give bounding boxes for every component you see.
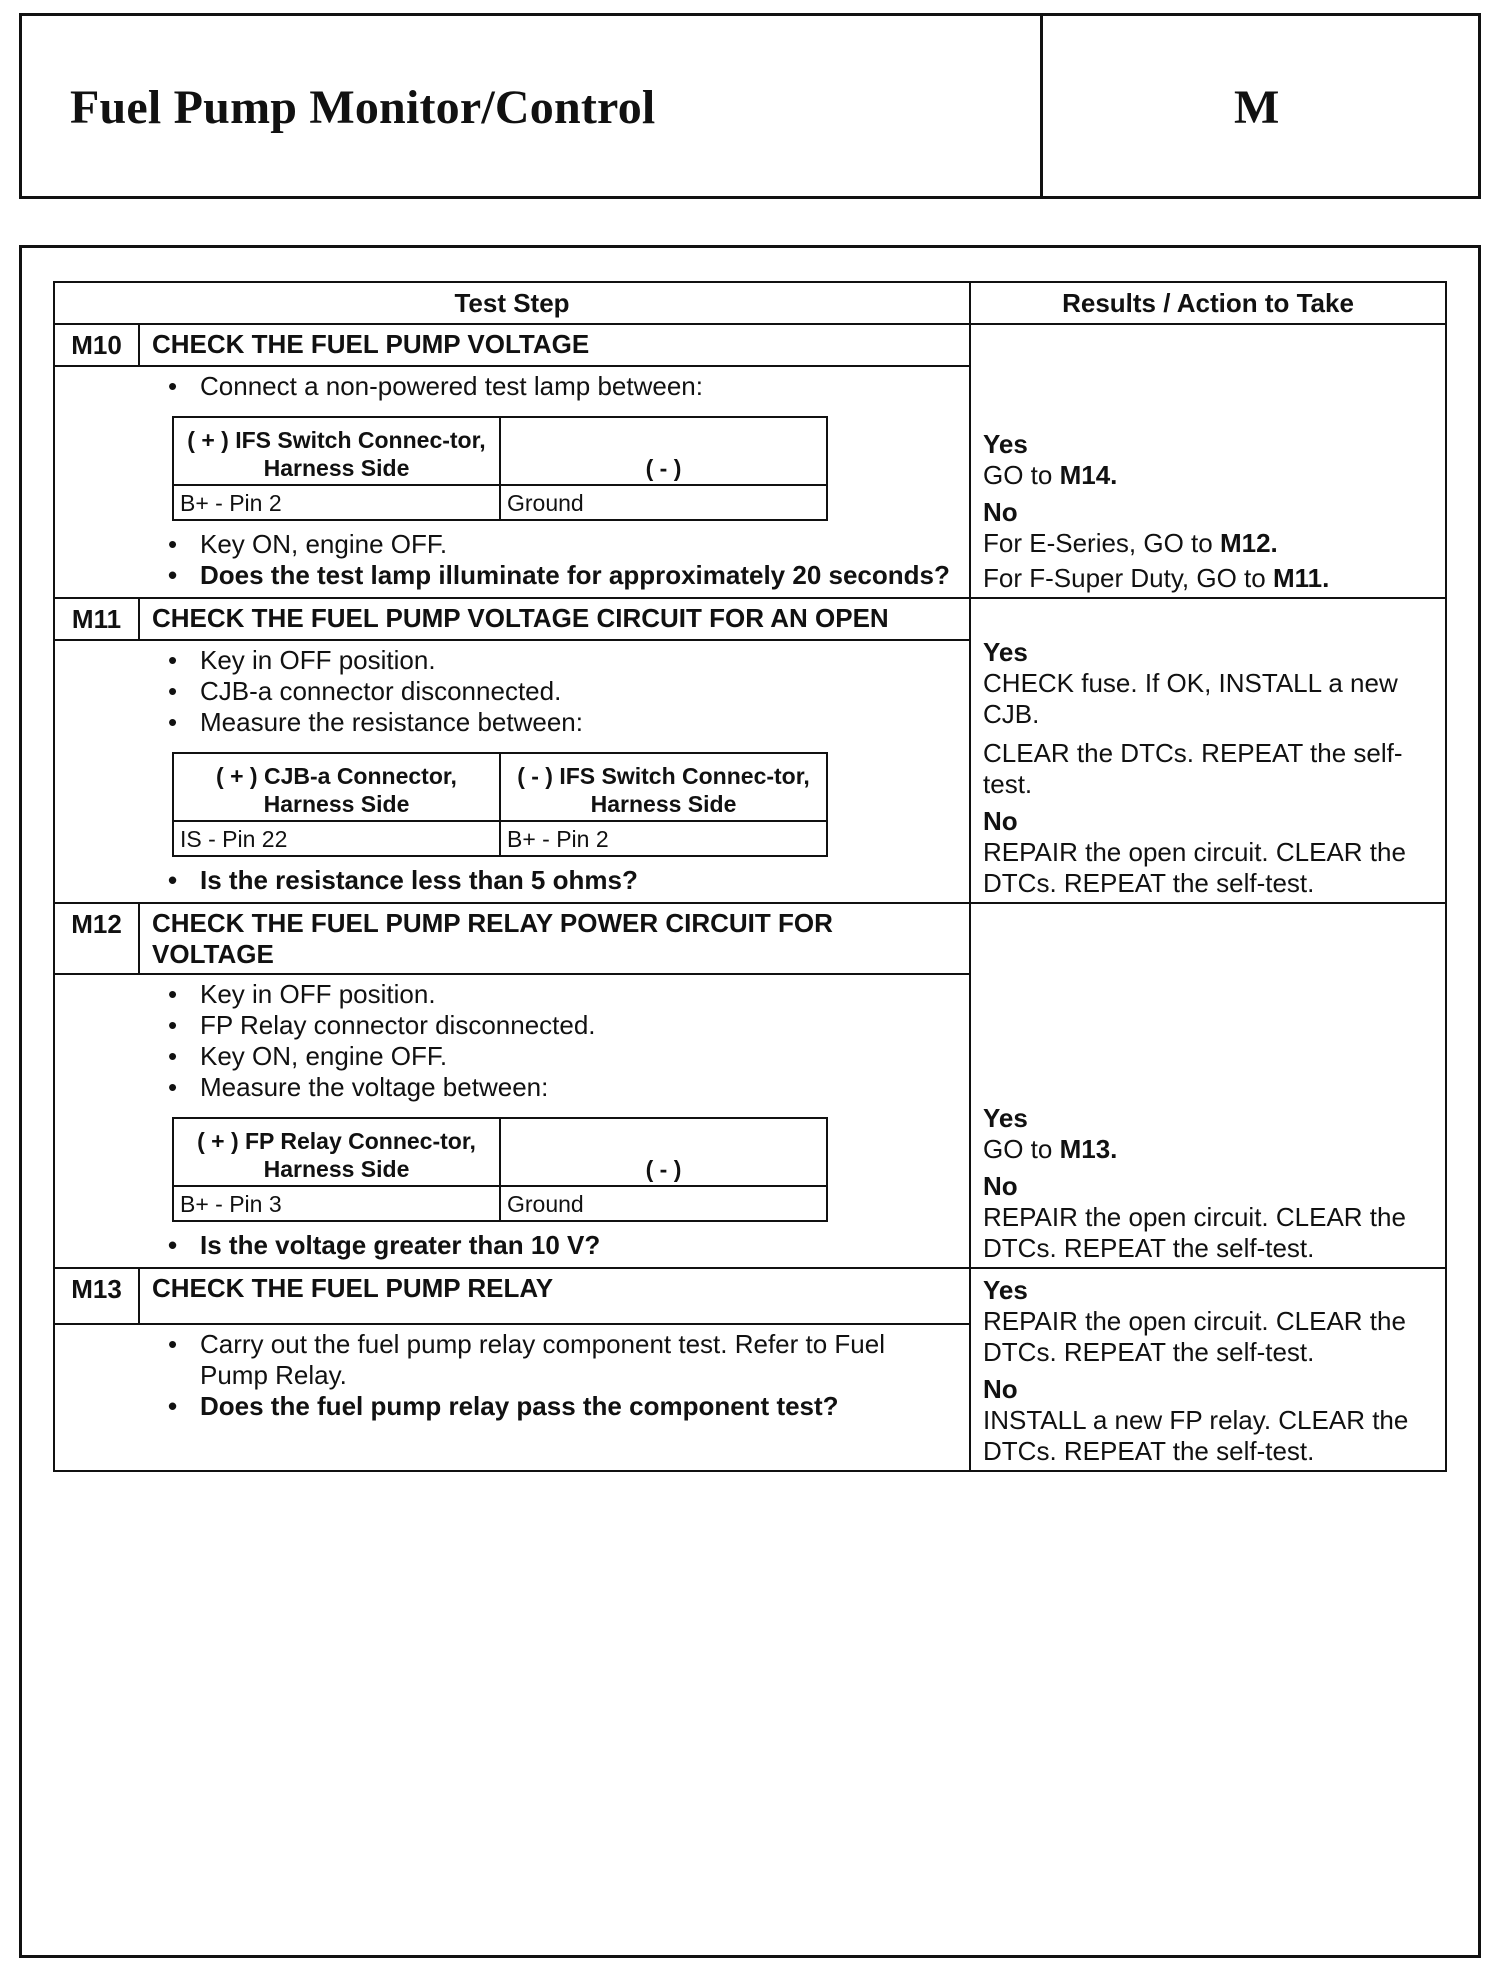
pin-table-header: ( + ) IFS Switch Connec-tor, Harness Side [173,417,500,485]
result-no-text: For F-Super Duty, GO to M11. [983,563,1330,593]
result-no-text: For E-Series, GO to M12. [983,528,1278,558]
pin-table-cell: Ground [500,1186,827,1221]
result-yes-text: CLEAR the DTCs. REPEAT the self-test. [983,738,1403,799]
section-letter: M [1234,81,1280,134]
step-title-row [54,1268,1446,1324]
pin-table-header: ( + ) CJB-a Connector, Harness Side [173,753,500,821]
result-yes-text: GO to M13. [983,1134,1118,1164]
pin-table [172,752,828,857]
step-question: • Does the fuel pump relay pass the component test? [152,1391,959,1422]
result-yes-label: Yes [983,429,1028,459]
step-id: M12 [54,903,139,974]
step-instruction: • Key in OFF position. [152,979,959,1010]
result-yes-text: CHECK fuse. If OK, INSTALL a new CJB. [983,668,1398,729]
pin-table-cell: B+ - Pin 2 [173,485,500,520]
pin-table-header: ( - ) [500,417,827,485]
step-body [54,640,970,903]
test-step-table [53,281,1447,1472]
step-instruction: • Key in OFF position. [152,645,959,676]
step-body [54,974,970,1268]
step-instruction: • FP Relay connector disconnected. [152,1010,959,1041]
result-no-label: No [983,1374,1018,1404]
step-instruction: • Key ON, engine OFF. [152,529,959,560]
result-yes-text: REPAIR the open circuit. CLEAR the DTCs. REPEAT the self-test. [983,1306,1406,1367]
step-instruction: • CJB-a connector disconnected. [152,676,959,707]
result-yes-label: Yes [983,637,1028,667]
step-body [54,366,970,598]
step-title: CHECK THE FUEL PUMP VOLTAGE CIRCUIT FOR AN OPEN [139,598,970,640]
result-yes-label: Yes [983,1103,1028,1133]
step-id: M13 [54,1268,139,1324]
step-results [970,324,1446,598]
step-instruction: • Connect a non-powered test lamp between: [152,371,959,402]
pin-table-cell: Ground [500,485,827,520]
step-instruction: • Carry out the fuel pump relay component test. Refer to Fuel Pump Relay. [152,1329,959,1391]
step-title-row [54,903,1446,974]
step-title-row [54,598,1446,640]
step-id: M10 [54,324,139,366]
step-body [54,1324,970,1471]
pin-table-cell: IS - Pin 22 [173,821,500,856]
pin-table-header: ( - ) [500,1118,827,1186]
step-instruction: • Key ON, engine OFF. [152,1041,959,1072]
table-header-row [54,282,1446,324]
result-no-label: No [983,806,1018,836]
pin-table [172,416,828,521]
pin-table [172,1117,828,1222]
step-question: • Is the resistance less than 5 ohms? [152,865,959,896]
step-instruction: • Measure the voltage between: [152,1072,959,1103]
pin-table-cell: B+ - Pin 3 [173,1186,500,1221]
header-divider [1040,13,1043,199]
result-no-text: REPAIR the open circuit. CLEAR the DTCs. REPEAT the self-test. [983,837,1406,898]
step-question: • Does the test lamp illuminate for approximately 20 seconds? [152,560,959,591]
result-no-label: No [983,1171,1018,1201]
result-yes-text: GO to M14. [983,460,1118,490]
step-results [970,598,1446,903]
col-header-results: Results / Action to Take [970,282,1446,324]
step-results [970,1268,1446,1471]
page-title: Fuel Pump Monitor/Control [70,81,656,134]
step-title: CHECK THE FUEL PUMP RELAY POWER CIRCUIT FOR VOLTAGE [139,903,970,974]
col-header-test-step: Test Step [54,282,970,324]
result-no-label: No [983,497,1018,527]
pin-table-header: ( + ) FP Relay Connec-tor, Harness Side [173,1118,500,1186]
result-no-text: INSTALL a new FP relay. CLEAR the DTCs. REPEAT the self-test. [983,1405,1409,1466]
step-title: CHECK THE FUEL PUMP RELAY [139,1268,970,1324]
pin-table-cell: B+ - Pin 2 [500,821,827,856]
step-question: • Is the voltage greater than 10 V? [152,1230,959,1261]
result-no-text: REPAIR the open circuit. CLEAR the DTCs. REPEAT the self-test. [983,1202,1406,1263]
step-id: M11 [54,598,139,640]
pin-table-header: ( - ) IFS Switch Connec-tor, Harness Side [500,753,827,821]
step-results [970,903,1446,1268]
step-title: CHECK THE FUEL PUMP VOLTAGE [139,324,970,366]
step-instruction: • Measure the resistance between: [152,707,959,738]
result-yes-label: Yes [983,1275,1028,1305]
step-title-row [54,324,1446,366]
